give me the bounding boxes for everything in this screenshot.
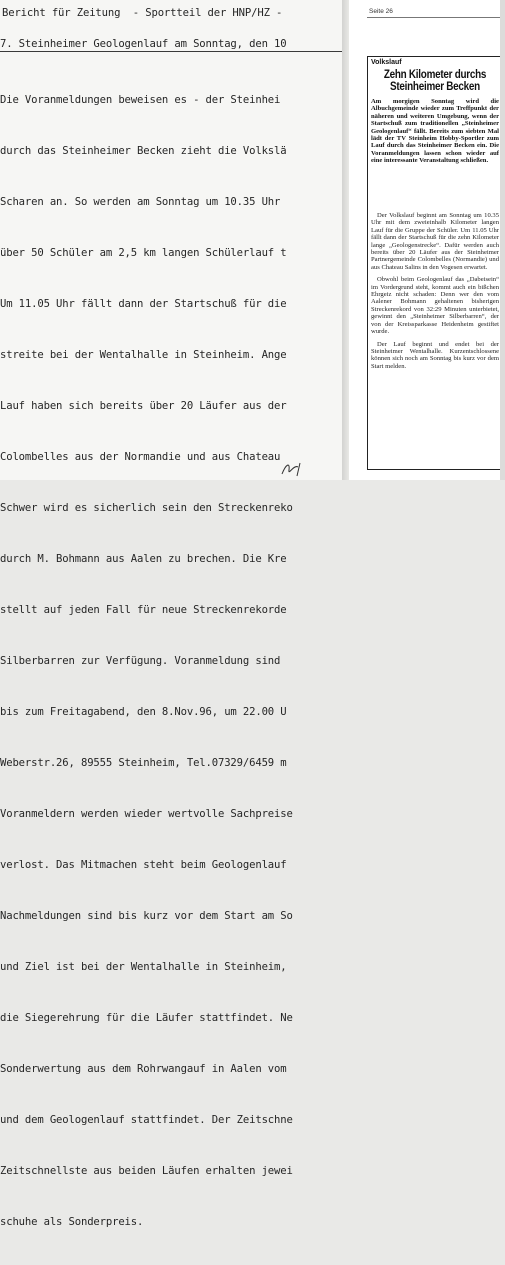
report-line: durch M. Bohmann aus Aalen zu brechen. Die Kre — [0, 553, 287, 565]
report-line: und dem Geologenlauf stattfindet. Der Zeitschne — [0, 1114, 293, 1126]
report-line: Zeitschnellste aus beiden Läufen erhalten jewei — [0, 1165, 293, 1177]
article-paragraph: Obwohl beim Geologenlauf das „Dabeisein“ im Vordergrund steht, kommt auch ein bißchen Ehrgeiz nicht schaden: Denn wer den vom Aalener Bohmann gehaltenen bisherigen Streckenrekord von 32:29 Minuten unterbietet, gewinnt den „Steinheimer Silberbarren“, der von der Kreissparkasse Heidenheim gestiftet wurde. — [371, 276, 499, 336]
article-body — [371, 212, 499, 375]
report-line: stellt auf jeden Fall für neue Streckenrekorde — [0, 604, 287, 616]
report-line: Sonderwertung aus dem Rohrwangauf in Aalen vom — [0, 1063, 287, 1075]
report-body — [0, 58, 293, 1265]
report-line: Schwer wird es sicherlich sein den Streckenreko — [0, 502, 293, 514]
clipping-top-rule — [367, 17, 501, 18]
report-line: schuhe als Sonderpreis. — [0, 1216, 144, 1228]
report-line: Silberbarren zur Verfügung. Voranmeldung sind — [0, 655, 281, 667]
title-underline — [0, 51, 342, 52]
report-line: Die Voranmeldungen beweisen es - der Steinhei — [0, 94, 281, 106]
article-kicker: Volkslauf — [371, 59, 402, 66]
report-title: 7. Steinheimer Geologenlauf am Sonntag, den 10 — [0, 38, 287, 50]
handwritten-mark-icon — [278, 458, 318, 478]
article-lead: Am morgigen Sonntag wird die Albuchgemeinde wieder zum Treffpunkt der näheren und weiteren Umgebung, wenn der Startschuß zum traditionellen „Steinheimer Geologenlauf“ fällt. Bereits zum siebten Mal lädt der TV Steinheim Hobby-Sportler zum Lauf durch das Steinheimer Becken ein. Die Voranmeldungen lassen schon wieder auf eine interessante Veranstaltung schließen. — [371, 98, 499, 165]
report-line: Weberstr.26, 89555 Steinheim, Tel.07329/6459 m — [0, 757, 287, 769]
report-line: Colombelles aus der Normandie und aus Chateau — [0, 451, 281, 463]
report-line: Scharen an. So werden am Sonntag um 10.35 Uhr — [0, 196, 281, 208]
report-line: Voranmeldern werden wieder wertvolle Sachpreise — [0, 808, 293, 820]
report-line: die Siegerehrung für die Läufer stattfindet. Ne — [0, 1012, 293, 1024]
article-headline: Zehn Kilometer durchs Steinheimer Becken — [383, 69, 487, 93]
report-header: Bericht für Zeitung - Sportteil der HNP/HZ - — [2, 7, 283, 19]
report-line: streite bei der Wentalhalle in Steinheim. Ange — [0, 349, 287, 361]
clipping-edge — [500, 0, 505, 480]
report-line: Lauf haben sich bereits über 20 Läufer aus der — [0, 400, 287, 412]
report-line: und Ziel ist bei der Wentalhalle in Steinheim, — [0, 961, 287, 973]
page-number: Seite 26 — [369, 8, 393, 15]
report-line: durch das Steinheimer Becken zieht die Volkslä — [0, 145, 287, 157]
report-line: Um 11.05 Uhr fällt dann der Startschuß für die — [0, 298, 287, 310]
report-line: bis zum Freitagabend, den 8.Nov.96, um 22.00 U — [0, 706, 287, 718]
article-paragraph: Der Lauf beginnt und endet bei der Steinheimer Wentalhalle. Kurzentschlossene können sich noch am Sonntag bis kurz vor dem Start melden. — [371, 340, 499, 370]
article-paragraph: Der Volkslauf beginnt am Sonntag um 10.35 Uhr mit dem zweieinhalb Kilometer langen Lauf für die Gruppe der Schüler. Um 11.05 Uhr fällt dann der Startschuß für die zehn Kilometer lange „Geologenstrecke“. Dafür werden auch bereits über 20 Läufer aus der Steinheimer Partnergemeinde Colombelles (Normandie) und aus Chateau Salins in den Vogesen erwartet. — [371, 212, 499, 271]
newspaper-clipping — [349, 0, 505, 480]
report-line: verlost. Das Mitmachen steht beim Geologenlauf — [0, 859, 287, 871]
report-line: Nachmeldungen sind bis kurz vor dem Start am So — [0, 910, 293, 922]
report-line: über 50 Schüler am 2,5 km langen Schülerlauf t — [0, 247, 287, 259]
